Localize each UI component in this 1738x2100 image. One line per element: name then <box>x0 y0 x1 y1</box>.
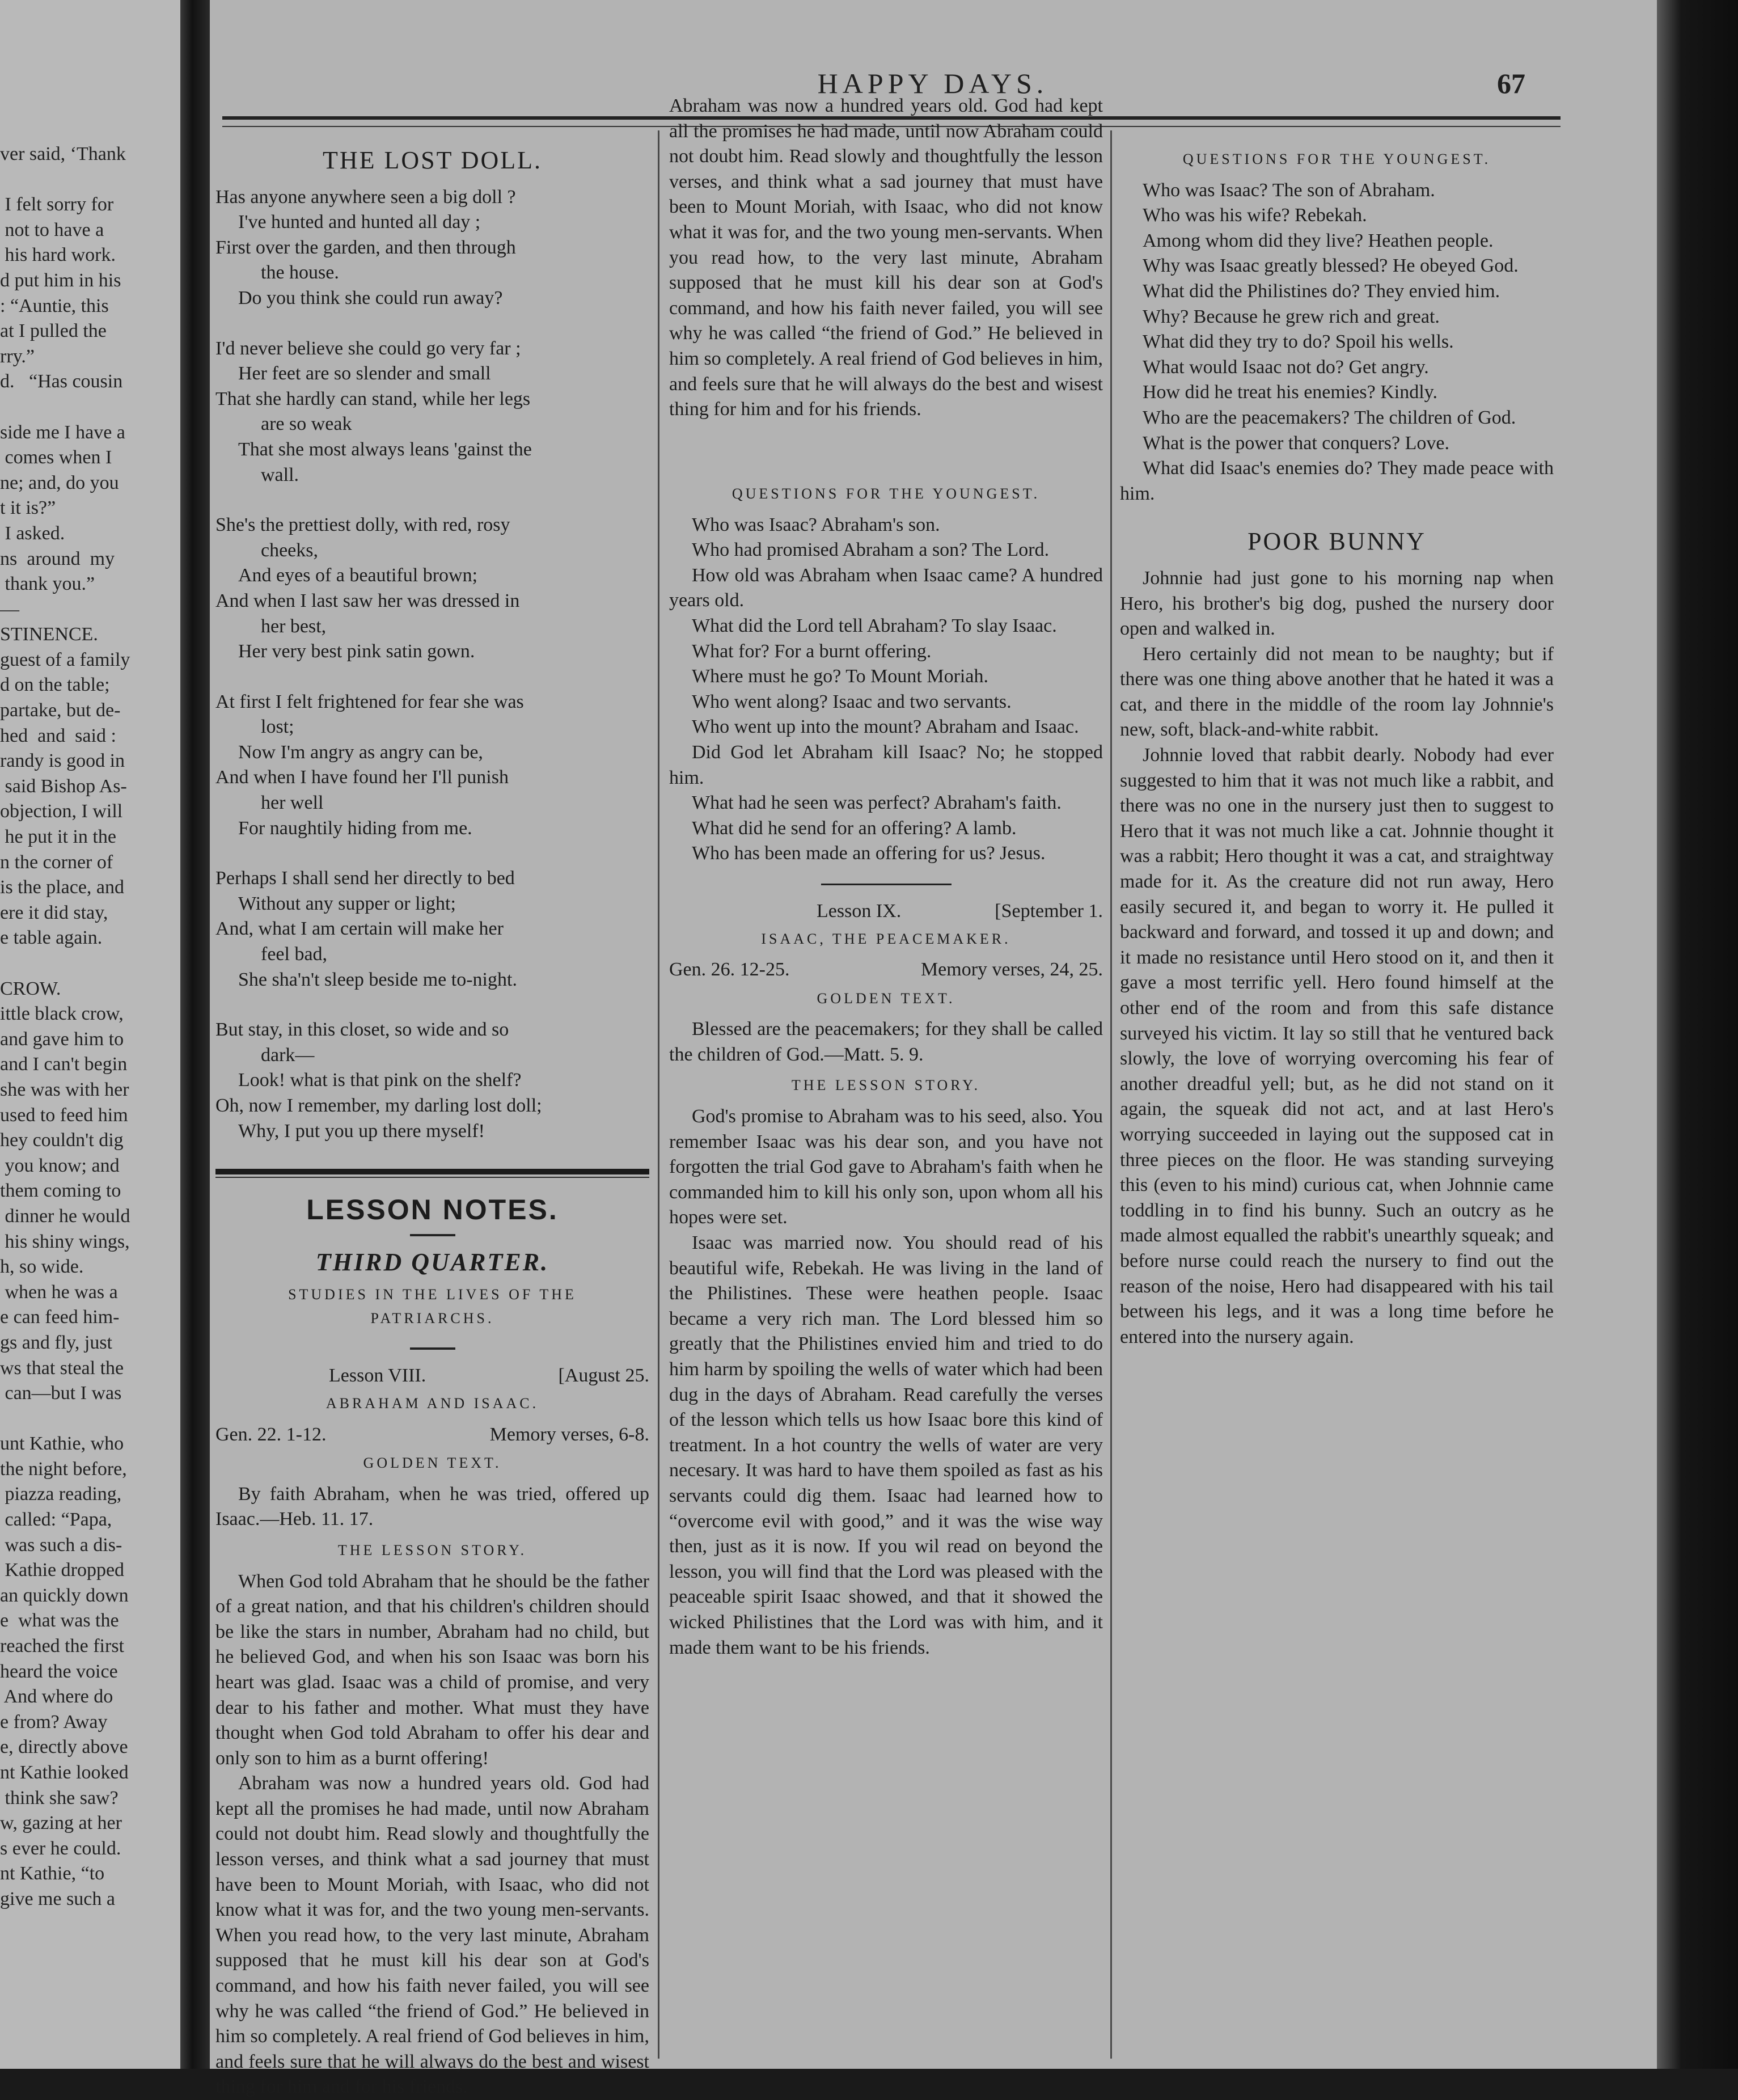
poem-stanza-1 <box>215 185 649 311</box>
poem-line: And, what I am certain will make her <box>215 918 504 940</box>
lesson-story-paragraph: God's promise to Abraham was to his seed, also. You remember Isaac was his dear son, and you have not forgotten the trial God gave to Abraham's faith when he commanded him to kill his only son, upon whom all his hopes were set. <box>669 1106 1103 1228</box>
lesson-date: [August 25. <box>558 1365 649 1387</box>
lesson-story-paragraph: Isaac was married now. You should read of his beautiful wife, Rebekah. He was living in the land of the Philistines. These were heathen people. Isaac became a very rich man. The Lord blessed him so greatly that the Philistines envied him and tried to do him harm by spoiling the wells of water which had been dug in the days of Abraham. Read carefully the verses of the lesson which tells us how Isaac bore this kind of treatment. In a hot country the wells of water are very necesary. It was hard to have them spoiled as fast as his servants could dig them. Isaac had learned how to “overcome evil with good,” and it was the wise way then, just as it is now. If you wil read on beyond the lesson, you will find that the Lord was pleased with the peaceable spirit Isaac showed, and that it showed the wicked Philistines that the Lord was with him, and it made them want to be his friends. <box>669 1232 1103 1658</box>
memory-verses: Memory verses, 6-8. <box>489 1423 649 1445</box>
poem-stanza-6 <box>215 1017 649 1144</box>
story-paragraph: Johnnie loved that rabbit dearly. Nobody had ever suggested to him that it was not much like a rabbit, and there was no one in the nursery just then to suggest to Hero that it was not much like a cat. Johnnie thought it was a rabbit; Hero thought it was a cat, and straightway made for it. As the creature did not run away, Hero easily secured it, and began to worry it. He pulled it backward and forward, and tossed it up and down; and it made no resistance until Hero stood on it, and then it gave a most terrific yell. Hero found himself at the other end of the room and from this safe distance surveyed his victim. It lay so still that he ventured back slowly, the love of worrying overcoming his fear of another dreadful yell; but, as he did not stand on it again, the squeak did not act, and at last Hero's worrying succeeded in laying out the supposed cat in three pieces on the floor. He was standing surveying this (even to his mind) curious cat, when Johnnie came toddling in to find his bunny. Such an outcry as he made almost equalled the rabbit's unearthly squeak; and before nurse could reach the nursery to find out the reason of the noise, Hero had disappeared with his tail between his legs, and it was a long time before he entered into the nursery again. <box>1120 745 1554 1347</box>
page-edge-shadow <box>1657 0 1738 2069</box>
poem-line: Why, I put you up there myself! <box>238 1120 485 1142</box>
question: How old was Abraham when Isaac came? A hundred years old. <box>669 564 1103 611</box>
golden-text-label: GOLDEN TEXT. <box>817 990 955 1007</box>
page-67 <box>210 0 1657 2098</box>
section-rule-thin <box>215 1177 649 1178</box>
column-rule-2 <box>1110 130 1112 2059</box>
golden-text: Blessed are the peacemakers; for they shall be called the children of God.—Matt. 5. 9. <box>669 1019 1103 1065</box>
poem-line: For naughtily hiding from me. <box>238 817 472 839</box>
poem-line: Perhaps I shall send her directly to bed <box>215 868 515 889</box>
questions-list <box>669 513 1103 867</box>
page-gutter <box>180 0 210 2069</box>
adjacent-page-strip <box>0 0 180 2069</box>
running-head: HAPPY DAYS. <box>817 67 1048 99</box>
poem-line: She's the prettiest dolly, with red, rosy <box>215 514 510 536</box>
poem-title: THE LOST DOLL. <box>322 146 543 174</box>
column-2 <box>669 95 1103 2061</box>
short-rule <box>410 1347 455 1350</box>
question: Who had promised Abraham a son? The Lord. <box>692 539 1050 561</box>
question: Who was Isaac? Abraham's son. <box>692 514 940 535</box>
poem-line: Oh, now I remember, my darling lost doll; <box>215 1095 542 1116</box>
lesson-reference-line <box>669 957 1103 983</box>
poem-line: But stay, in this closet, so wide and so <box>215 1019 509 1041</box>
quarter-heading: THIRD QUARTER. <box>315 1248 549 1276</box>
question: Who went along? Isaac and two servants. <box>692 691 1012 712</box>
question: Who was Isaac? The son of Abraham. <box>1143 179 1435 201</box>
lesson-9-heading <box>669 899 1103 924</box>
question: What for? For a burnt offering. <box>692 640 932 662</box>
scripture-reference: Gen. 26. 12-25. <box>669 959 790 981</box>
question: Where must he go? To Mount Moriah. <box>692 666 988 687</box>
lesson-number: Lesson VIII. <box>329 1365 426 1387</box>
poem-line: Now I'm angry as angry can be, <box>238 741 483 763</box>
poem-line: feel bad, <box>261 944 328 965</box>
story-title: POOR BUNNY <box>1248 527 1426 556</box>
question: What did the Philistines do? They envied him. <box>1143 280 1500 302</box>
golden-text-label: GOLDEN TEXT. <box>363 1455 502 1472</box>
question: What did Isaac's enemies do? They made peace with him. <box>1120 458 1554 504</box>
scripture-reference: Gen. 22. 1-12. <box>215 1423 327 1445</box>
poem-line: I'd never believe she could go very far ; <box>215 337 521 359</box>
column-1 <box>215 145 649 2098</box>
column-3 <box>1120 145 1554 2061</box>
questions-list <box>1120 178 1554 507</box>
poem-line: That she most always leans 'gainst the <box>238 438 532 460</box>
poem-line: the house. <box>261 262 339 284</box>
separator-rule <box>821 884 952 885</box>
poem-line: her best, <box>261 615 327 637</box>
poem-line: cheeks, <box>261 539 319 561</box>
question: Among whom did they live? Heathen people. <box>1143 230 1494 251</box>
lesson-subject: ABRAHAM AND ISAAC. <box>325 1395 539 1412</box>
poem-line: Without any supper or light; <box>238 893 456 914</box>
lesson-8-heading <box>215 1363 649 1389</box>
poem-line: She sha'n't sleep beside me to-night. <box>238 969 517 990</box>
lesson-notes-title: LESSON NOTES. <box>306 1194 559 1226</box>
question: Why? Because he grew rich and great. <box>1143 306 1440 327</box>
question: Who went up into the mount? Abraham and Isaac. <box>692 716 1079 738</box>
question: Who has been made an offering for us? Jesus. <box>692 843 1046 864</box>
poem-line: lost; <box>261 716 294 738</box>
page-number: 67 <box>1497 67 1525 99</box>
poem-line: First over the garden, and then through <box>215 236 516 258</box>
poem-line: And when I last saw her was dressed in <box>215 590 520 611</box>
poem-line: Do you think she could run away? <box>238 287 503 309</box>
poem-stanza-2 <box>215 336 649 488</box>
question: Who are the peacemakers? The children of God. <box>1143 407 1516 428</box>
poem-stanza-4 <box>215 690 649 842</box>
poem-line: I've hunted and hunted all day ; <box>238 212 481 233</box>
lesson-subject: ISAAC, THE PEACEMAKER. <box>761 930 1011 947</box>
poem-line: Has anyone anywhere seen a big doll ? <box>215 186 516 208</box>
question: What did he send for an offering? A lamb. <box>692 817 1017 839</box>
poem-line: And when I have found her I'll punish <box>215 767 509 788</box>
story-paragraph: Hero certainly did not mean to be naughty; but if there was one thing above another that he hated it was a cat, and there in the middle of the room lay Johnnie's new, soft, black-and-white rabbit. <box>1120 643 1554 741</box>
poem-line: wall. <box>261 464 299 485</box>
section-rule <box>215 1169 649 1174</box>
lesson-story-paragraph: When God told Abraham that he should be the father of a great nation, and that his children's children should be like the stars in number, Abraham had no child, but he believed God, and when his son Isaac was born his heart was glad. Isaac was a child of promise, and very dear to his father and mother. What must they have thought when God told Abraham to offer his dear and only son to him as a burnt offering! <box>215 1570 649 1769</box>
lesson-date: [September 1. <box>995 900 1103 922</box>
poem-line: are so weak <box>261 413 352 435</box>
questions-label: QUESTIONS FOR THE YOUNGEST. <box>1182 151 1491 167</box>
story-paragraph: Johnnie had just gone to his morning nap when Hero, his brother's big dog, pushed the nursery door open and walked in. <box>1120 567 1554 640</box>
poem-line: dark— <box>261 1044 315 1066</box>
poem-stanza-5 <box>215 866 649 992</box>
poem-stanza-3 <box>215 513 649 665</box>
question: What did they try to do? Spoil his wells. <box>1143 331 1454 353</box>
lesson-story-continued: Abraham was now a hundred years old. God had kept all the promises he had made, until now Abraham could not doubt him. Read slowly and thoughtfully the lesson verses, and think what a sad journey that must have been to Mount Moriah, with Isaac, who did not know what it was for, and the two young men-servants. When you read how, to the very last minute, Abraham supposed that he must kill his dear son at God's command, and how his faith never failed, you will see why he was called “the friend of God.” He believed in him so completely. A real friend of God believes in him, and feels sure that he will always do the best and wisest thing for him and for his friends. <box>669 95 1103 420</box>
short-rule <box>410 1234 455 1236</box>
adjacent-page-text: ver said, ‘Thank I felt sorry for not to have a his hard work. d put him in his : “Auntie, this at I pulled the rry.” d. “Has cousin side me I have a comes when I ne; and, do you t it is?” I asked. ns around my thank you.” — STINENCE. guest of a family d on the table; partake, but de- hed and said : randy is good in said Bishop As- objection, I will he put it in the n the corner of is the place, and ere it did stay, e table again. CROW. ittle black crow, and gave him to and I can't begin she was with her used to feed him hey couldn't dig you know; and them coming to dinner he would his shiny wings, h, so wide. when he was a e can feed him- gs and fly, just ws that steal the can—but I was unt Kathie, who the night before, piazza reading, called: “Papa, was such a dis- Kathie dropped an quickly down e what was the reached the first heard the voice And where do e from? Away e, directly above nt Kathie looked think she saw? w, gazing at her s ever he could. nt Kathie, “to give me such a <box>0 143 130 1909</box>
question: How did he treat his enemies? Kindly. <box>1143 382 1437 403</box>
golden-text: By faith Abraham, when he was tried, offered up Isaac.—Heb. 11. 17. <box>215 1483 649 1530</box>
poem-line: her well <box>261 792 324 814</box>
question: Who was his wife? Rebekah. <box>1143 205 1367 226</box>
question: Did God let Abraham kill Isaac? No; he stopped him. <box>669 741 1103 788</box>
poem-line: At first I felt frightened for fear she was <box>215 691 524 712</box>
lesson-story-label: THE LESSON STORY. <box>337 1541 527 1558</box>
studies-subheading: STUDIES IN THE LIVES OF THE PATRIARCHS. <box>288 1286 577 1327</box>
poem-line: Look! what is that pink on the shelf? <box>238 1070 522 1091</box>
poem-line: And eyes of a beautiful brown; <box>238 565 478 586</box>
lesson-story-label: THE LESSON STORY. <box>791 1077 981 1094</box>
lesson-reference-line <box>215 1422 649 1448</box>
questions-label: QUESTIONS FOR THE YOUNGEST. <box>731 485 1041 502</box>
question: What is the power that conquers? Love. <box>1143 432 1449 454</box>
column-rule-1 <box>658 130 659 2059</box>
question: What would Isaac not do? Get angry. <box>1143 356 1429 378</box>
question: Why was Isaac greatly blessed? He obeyed God. <box>1143 255 1519 277</box>
lesson-number: Lesson IX. <box>817 900 902 922</box>
poem-line: Her very best pink satin gown. <box>238 641 475 662</box>
poem-line: Her feet are so slender and small <box>238 363 491 384</box>
question: What had he seen was perfect? Abraham's faith. <box>692 792 1062 814</box>
memory-verses: Memory verses, 24, 25. <box>920 959 1103 981</box>
poem-line: That she hardly can stand, while her legs <box>215 388 531 409</box>
question: What did the Lord tell Abraham? To slay Isaac. <box>692 615 1057 636</box>
lesson-story-paragraph: Abraham was now a hundred years old. God had kept all the promises he had made, until now Abraham could not doubt him. Read slowly and thoughtfully the lesson verses, and think what a sad journey that must have been to Mount Moriah, with Isaac, who did not know what it was for, and the two young men-servants. When you read how, to the very last minute, Abraham supposed that he must kill his dear son at God's command, and how his faith never failed, you will see why he was called “the friend of God.” He believed in him so completely. A real friend of God believes in him, and feels sure that he will always do the best and wisest thing for him and for his friends. <box>215 1773 649 2098</box>
